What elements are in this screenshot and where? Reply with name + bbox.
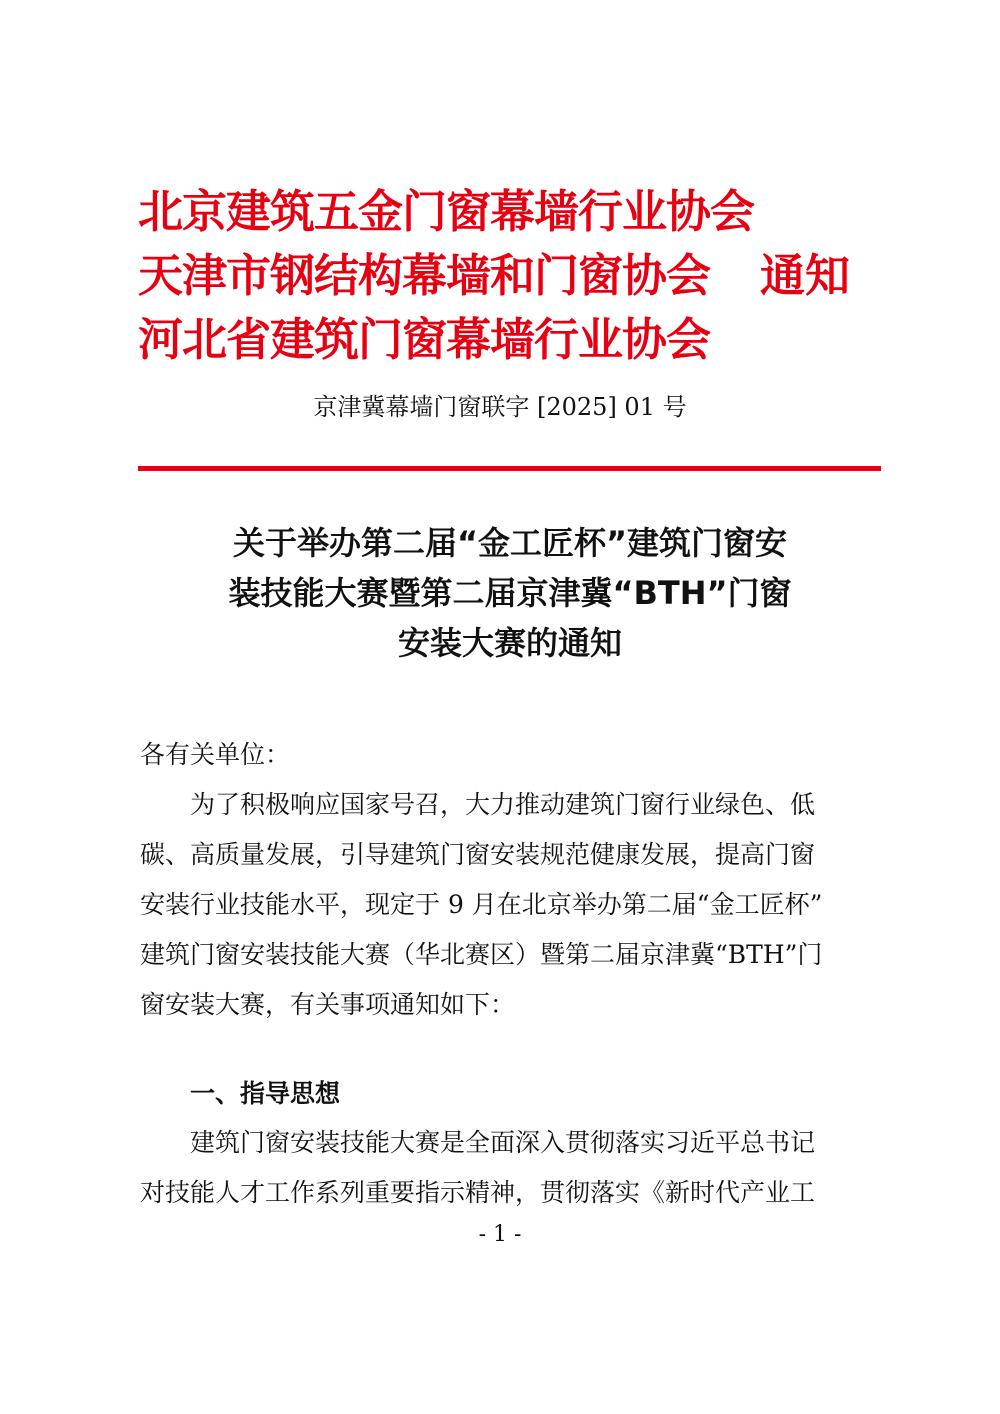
- section-heading-guiding-ideology: 一、指导思想: [190, 1079, 341, 1108]
- body-text: [140, 730, 860, 1030]
- intro-line: 安装行业技能水平，现定于 9 月在北京举办第二届“金工匠杯”: [140, 890, 823, 919]
- section-line: 对技能人才工作系列重要指示精神，贯彻落实《新时代产业工: [140, 1178, 816, 1207]
- intro-line: 为了积极响应国家号召，大力推动建筑门窗行业绿色、低: [140, 790, 816, 819]
- intro-line: 碳、高质量发展，引导建筑门窗安装规范健康发展，提高门窗: [140, 840, 816, 869]
- title-line-2: 装技能大赛暨第二届京津冀“BTH”门窗: [228, 574, 792, 612]
- intro-line: 建筑门窗安装技能大赛（华北赛区）暨第二届京津冀“BTH”门: [140, 940, 823, 969]
- red-divider: [138, 466, 881, 471]
- title-line-1: 关于举办第二届“金工匠杯”建筑门窗安: [232, 524, 788, 562]
- section-body: [140, 1118, 860, 1218]
- document-number: 京津冀幕墙门窗联字 [2025] 01 号: [313, 393, 687, 421]
- org-name-tianjin: 天津市钢结构幕墙和门窗协会: [138, 249, 711, 302]
- document-title: [150, 518, 870, 668]
- salutation: 各有关单位：: [140, 740, 291, 769]
- intro-line: 窗安装大赛，有关事项通知如下：: [140, 990, 516, 1019]
- page-number: - 1 -: [478, 1222, 522, 1247]
- org-name-beijing: 北京建筑五金门窗幕墙行业协会: [138, 185, 755, 238]
- org-name-hebei: 河北省建筑门窗幕墙行业协会: [138, 313, 711, 366]
- notice-word: 通知: [760, 249, 851, 302]
- section-line: 建筑门窗安装技能大赛是全面深入贯彻落实习近平总书记: [140, 1128, 816, 1157]
- issuing-organizations: [138, 180, 878, 372]
- title-line-3: 安装大赛的通知: [397, 624, 622, 662]
